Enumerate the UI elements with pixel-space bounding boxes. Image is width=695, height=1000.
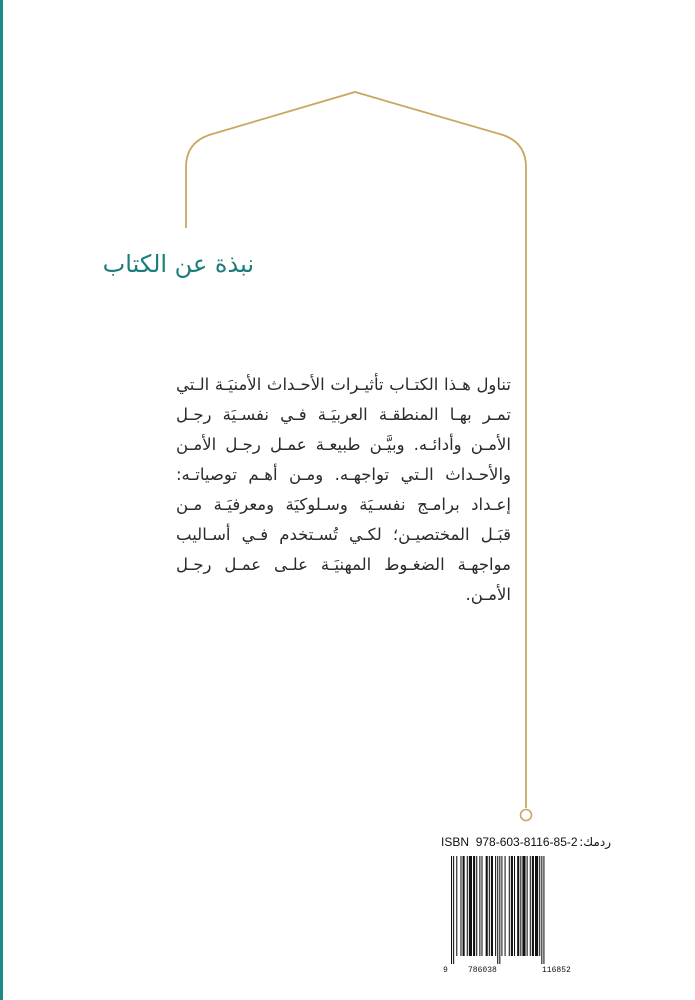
about-book-heading: نبذة عن الكتاب bbox=[102, 250, 254, 278]
isbn-label-arabic: ردمك: bbox=[579, 835, 611, 849]
barcode-bar bbox=[495, 856, 496, 956]
barcode-digits-right: 116852 bbox=[542, 966, 571, 975]
barcode-bar bbox=[476, 856, 477, 956]
barcode-bar bbox=[453, 856, 454, 964]
barcode-bar bbox=[543, 856, 544, 964]
barcode-bar bbox=[509, 856, 510, 956]
book-description: تناول هـذا الكتـاب تأثيـرات الأحـداث الأمنيَـة الـتي تمـر بهـا المنطقـة العربيَـة فـي نفسـيَة رجـل الأمـن وأدائـه. وبيَّـن طبيعـة عمـل رجـل الأمـن والأحـداث الـتي تواجهـه. ومـن أهـم توصياتـه: إعـداد برامـج نفسـيَة وسـلوكيَة ومعرفيَـة مـن قبَـل المختصيـن؛ لكـي تُسـتخدم فـي أسـاليب مواجهـة الضغـوط المهنيَـة علـى عمـل رجـل الأمـن. bbox=[176, 375, 511, 604]
barcode-digits-left: 786038 bbox=[468, 966, 497, 975]
barcode-bar bbox=[535, 856, 538, 956]
isbn-block bbox=[441, 834, 611, 986]
barcode-bar bbox=[541, 856, 542, 964]
barcode-bar bbox=[522, 856, 525, 956]
barcode-bar bbox=[460, 856, 461, 956]
barcode-digit-first: 9 bbox=[443, 966, 448, 975]
barcode-bar bbox=[527, 856, 528, 956]
barcode-bar bbox=[497, 856, 498, 964]
barcode-bar bbox=[481, 856, 482, 956]
barcode-bar bbox=[456, 856, 457, 956]
barcode-bar bbox=[530, 856, 531, 956]
barcode-bar bbox=[520, 856, 521, 956]
barcode-icon bbox=[449, 856, 605, 966]
barcode-bar bbox=[467, 856, 468, 956]
barcode-bar bbox=[532, 856, 534, 956]
barcode-bar bbox=[489, 856, 490, 956]
isbn-number bbox=[441, 834, 578, 850]
barcode-bar bbox=[479, 856, 480, 956]
barcode-bar bbox=[501, 856, 502, 956]
isbn-line bbox=[441, 834, 611, 850]
barcode-bar bbox=[517, 856, 519, 956]
barcode-bar bbox=[505, 856, 506, 956]
barcode-bar bbox=[491, 856, 493, 956]
barcode-bar bbox=[514, 856, 515, 956]
isbn-value: 978-603-8116-85-2 bbox=[475, 835, 578, 849]
circle-terminal-icon bbox=[521, 810, 532, 821]
barcode-bar bbox=[469, 856, 472, 956]
barcode-bar bbox=[451, 856, 452, 964]
barcode-bar bbox=[511, 856, 513, 956]
barcode-bar bbox=[463, 856, 465, 956]
barcode-bar bbox=[486, 856, 488, 956]
barcode-bar bbox=[473, 856, 475, 956]
barcode-bar bbox=[499, 856, 500, 964]
isbn-label-en: ISBN bbox=[441, 835, 470, 849]
barcode-bar bbox=[539, 856, 540, 956]
